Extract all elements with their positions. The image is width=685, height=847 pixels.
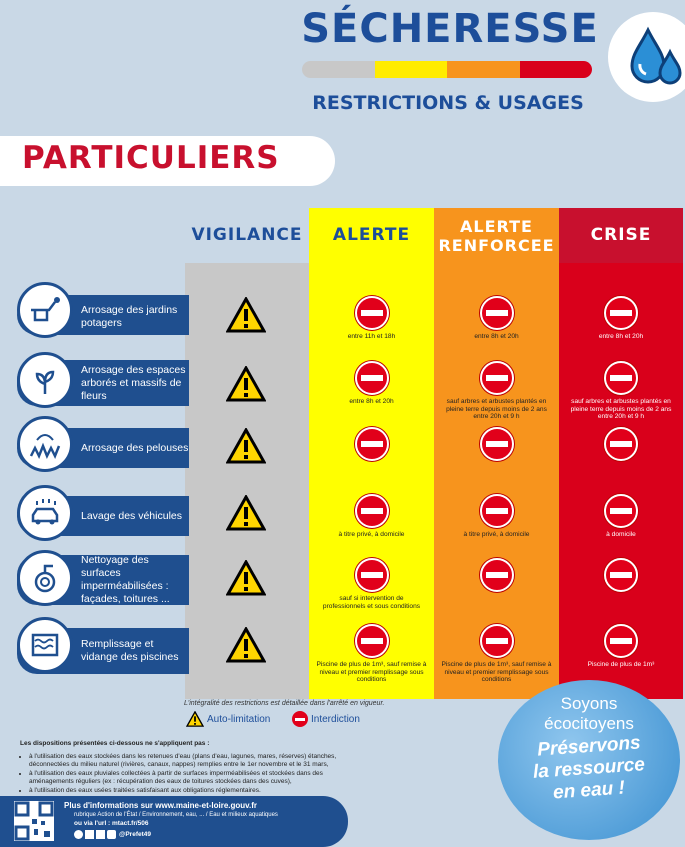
cell-renforcee-pelouses	[434, 427, 559, 461]
water-drops-icon	[620, 22, 685, 92]
cell-renforcee-espaces: sauf arbres et arbustes plantés en pleine terre depuis moins de 2 ans entre 20h et 9 h	[434, 361, 559, 421]
interdiction-icon	[604, 296, 638, 330]
pool-icon	[17, 617, 73, 673]
car-wash-icon	[17, 485, 73, 541]
column-header-vigilance: VIGILANCE	[185, 208, 309, 263]
poster-subtitle: RESTRICTIONS & USAGES	[312, 92, 584, 114]
legend-auto-limitation: Auto-limitation	[186, 711, 270, 727]
cell-alerte-jardins: entre 11h et 18h	[309, 296, 434, 341]
hose-tap-icon	[17, 550, 73, 606]
interdiction-icon	[604, 494, 638, 528]
facebook-icon[interactable]	[74, 830, 83, 839]
row-label-text: Nettoyage des surfaces imperméabilisées : façades, toitures ...	[81, 554, 170, 605]
cell-alerte-espaces: entre 8h et 20h	[309, 361, 434, 406]
interdiction-icon	[480, 558, 514, 592]
interdiction-icon	[355, 624, 389, 658]
dispositions-block: Les dispositions présentées ci-dessous ne s'appliquent pas : • à l'utilisation des eaux stockées dans les retenues d'eau (plans d'eau, lagunes, mares, réserves) étanches, déconnectées du milieu naturel (rivières, canaux, nappes) remplies entre le 1er novembre et le 31 mars, • à l'utilisation des eaux pluviales collectées à partir de surfaces imperméabilisées et stockées dans des aménagements réguliers (ex : récupération des eaux de toitures stockées dans des cuves), • à l'utilisation des eaux usées traitées satisfaisant aux obligations réglementaires.	[20, 740, 360, 795]
legend-note: L'intégralité des restrictions est détaillée dans l'arrêté en vigueur.	[184, 700, 385, 707]
interdiction-icon	[604, 427, 638, 461]
cell-renforcee-surfaces	[434, 558, 559, 592]
linkedin-icon[interactable]	[96, 830, 105, 839]
row-label-text: Arrosage des jardins potagers	[81, 304, 178, 329]
cell-crise-pelouses	[559, 427, 683, 461]
severity-orange	[447, 61, 520, 78]
interdiction-icon	[480, 296, 514, 330]
list-item: • à l'utilisation des eaux pluviales collectées à partir de surfaces imperméabilisées et stockées dans des aménagements réguliers (ex : récupération des eaux de toitures stockées dans des cuves),	[29, 770, 360, 787]
cell-crise-piscines: Piscine de plus de 1m³	[559, 624, 683, 669]
cell-crise-vehicules: à domicile	[559, 494, 683, 539]
ecocitizen-bubble: Soyons écocitoyens Préservons la ressource en eau !	[498, 680, 680, 840]
poster-title: SÉCHERESSE	[301, 6, 599, 52]
severity-yellow	[375, 61, 448, 78]
legend-interdiction: Interdiction	[292, 711, 360, 727]
interdiction-icon	[355, 558, 389, 592]
column-header-crise: CRISE	[559, 208, 683, 263]
lawn-sprinkler-icon	[17, 416, 73, 472]
interdiction-icon	[355, 361, 389, 395]
cell-renforcee-piscines: Piscine de plus de 1m³, sauf remise à niveau et premier remplissage sous conditions	[434, 624, 559, 684]
row-label-text: Arrosage des espaces arborés et massifs de fleurs	[81, 363, 186, 402]
row-label-text: Arrosage des pelouses	[81, 441, 189, 454]
severity-red	[520, 61, 593, 78]
watering-plant-icon	[17, 352, 73, 408]
interdiction-icon	[480, 624, 514, 658]
auto-limitation-icon	[226, 297, 266, 333]
auto-limitation-icon	[226, 495, 266, 531]
cell-crise-jardins: entre 8h et 20h	[559, 296, 683, 341]
section-title: PARTICULIERS	[22, 140, 280, 176]
interdiction-icon	[480, 361, 514, 395]
auto-limitation-icon	[226, 627, 266, 663]
row-label-text: Lavage des véhicules	[81, 509, 182, 522]
cell-crise-surfaces	[559, 558, 683, 592]
info-line-1[interactable]: Plus d'informations sur www.maine-et-loire.gouv.fr	[64, 801, 258, 810]
interdiction-icon	[355, 427, 389, 461]
social-handle: @Prefet49	[119, 831, 151, 838]
auto-limitation-icon	[226, 428, 266, 464]
list-item: • à l'utilisation des eaux stockées dans les retenues d'eau (plans d'eau, lagunes, mares, réserves) étanches, déconnectées du milieu naturel (rivières, canaux, nappes) remplies entre le 1er novembre et le 31 mars,	[29, 753, 360, 770]
column-header-alerte-renforcee: ALERTE RENFORCEE	[434, 208, 559, 263]
interdiction-icon	[604, 558, 638, 592]
social-links	[74, 830, 344, 839]
interdiction-icon	[480, 494, 514, 528]
severity-scale-bar	[302, 61, 592, 78]
info-line-3[interactable]: ou via l'url : mtact.fr/506	[74, 820, 149, 827]
no-entry-icon	[292, 711, 308, 727]
interdiction-icon	[604, 361, 638, 395]
watering-can-garden-icon	[17, 282, 73, 338]
water-drops-badge	[608, 12, 685, 102]
cell-renforcee-vehicules: à titre privé, à domicile	[434, 494, 559, 539]
cell-alerte-surfaces: sauf si intervention de professionnels et sous conditions	[309, 558, 434, 610]
qr-code[interactable]	[14, 801, 54, 841]
list-item: • à l'utilisation des eaux usées traitées satisfaisant aux obligations réglementaires.	[29, 787, 360, 796]
info-line-2: rubrique Action de l'État / Environnement, eau, ... / Eau et milieux aquatiques	[74, 812, 278, 818]
interdiction-icon	[355, 296, 389, 330]
cell-alerte-vehicules: à titre privé, à domicile	[309, 494, 434, 539]
interdiction-icon	[355, 494, 389, 528]
row-label-text: Remplissage et vidange des piscines	[81, 638, 179, 663]
auto-limitation-icon	[226, 560, 266, 596]
auto-limitation-icon	[226, 366, 266, 402]
interdiction-icon	[480, 427, 514, 461]
cell-renforcee-jardins: entre 8h et 20h	[434, 296, 559, 341]
cell-alerte-piscines: Piscine de plus de 1m³, sauf remise à niveau et premier remplissage sous conditions	[309, 624, 434, 684]
interdiction-icon	[604, 624, 638, 658]
instagram-icon[interactable]	[107, 830, 116, 839]
severity-grey	[302, 61, 375, 78]
cell-crise-espaces: sauf arbres et arbustes plantés en pleine terre depuis moins de 2 ans entre 20h et 9 h	[559, 361, 683, 421]
x-icon[interactable]	[85, 830, 94, 839]
cell-alerte-pelouses	[309, 427, 434, 461]
warning-triangle-icon	[186, 711, 204, 727]
column-header-alerte: ALERTE	[309, 208, 434, 263]
